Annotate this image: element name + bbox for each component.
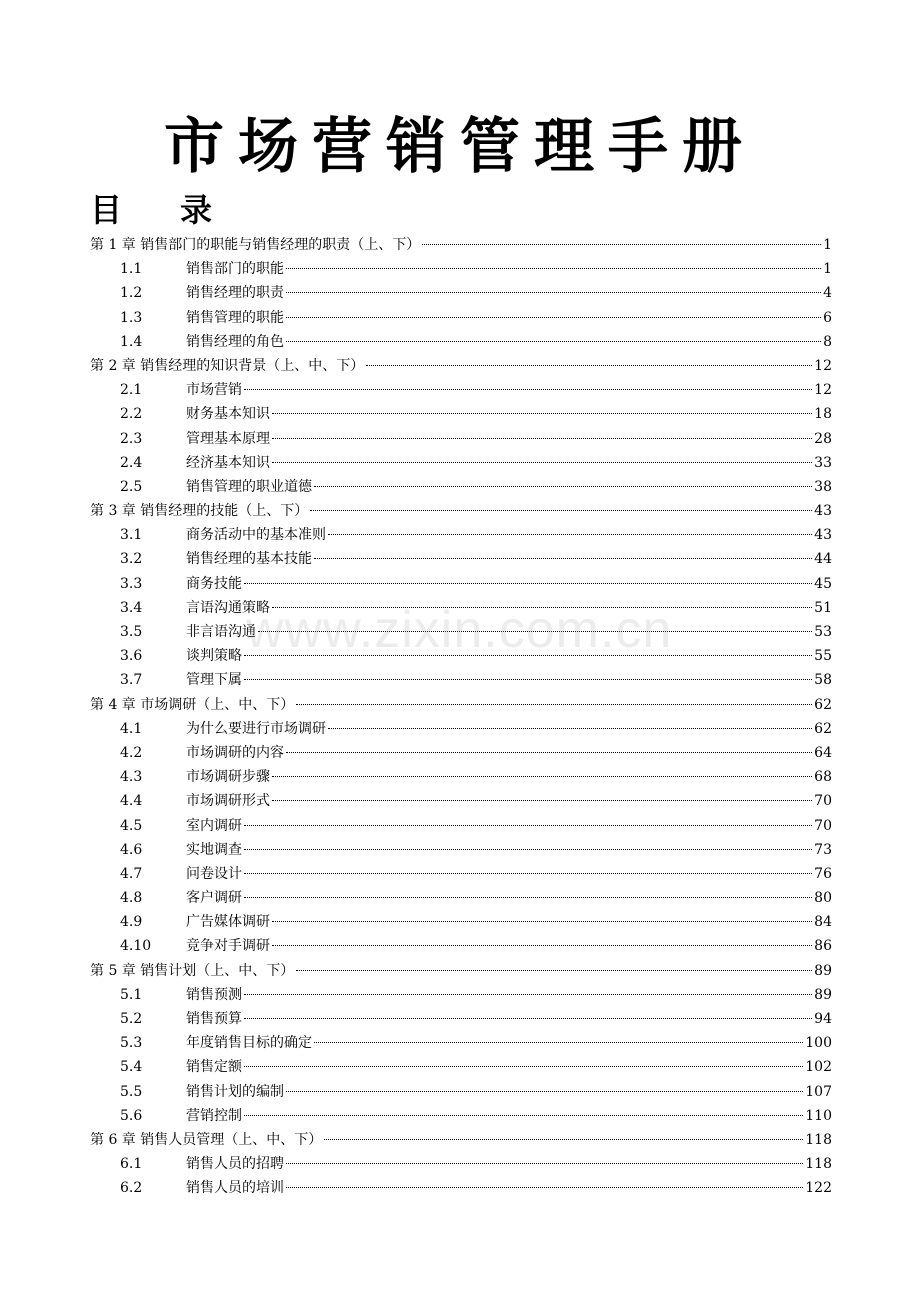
toc-page-number: 107 (805, 1083, 832, 1100)
dot-leader (244, 1018, 812, 1019)
toc-entry-label: 实地调查 (186, 841, 242, 858)
toc-section-number: 6.2 (120, 1180, 143, 1197)
dot-leader (296, 970, 812, 971)
toc-page-number: 55 (814, 648, 832, 665)
toc-page-number: 28 (814, 430, 832, 447)
dot-leader (244, 389, 812, 390)
toc-section-number: 4.5 (120, 817, 143, 834)
toc-section-entry[interactable] (90, 886, 832, 910)
toc-page-number: 70 (814, 817, 832, 834)
toc-page-number: 51 (814, 599, 832, 616)
toc-entry-label: 第 3 章 销售经理的技能（上、下） (90, 503, 309, 520)
toc-page-number: 94 (814, 1011, 832, 1027)
toc-chapter-entry[interactable] (90, 354, 832, 378)
toc-entry-label: 管理下属 (186, 672, 242, 689)
toc-section-entry[interactable] (90, 814, 832, 838)
toc-section-number: 3.3 (120, 575, 143, 592)
toc-entry-label: 销售预算 (186, 1011, 242, 1027)
toc-section-number: 4.7 (120, 865, 143, 882)
toc-page-number: 80 (814, 890, 832, 907)
toc-section-number: 3.1 (120, 527, 143, 544)
dot-leader (272, 438, 812, 439)
toc-entry-label: 销售管理的职业道德 (186, 478, 312, 495)
dot-leader (310, 510, 812, 511)
dot-leader (244, 849, 812, 850)
toc-entry-label: 市场营销 (186, 382, 242, 399)
toc-section-entry[interactable] (90, 427, 832, 451)
toc-section-entry[interactable] (90, 306, 832, 330)
toc-section-entry[interactable] (90, 765, 832, 789)
toc-entry-label: 第 6 章 销售人员管理（上、中、下） (90, 1131, 323, 1148)
toc-section-number: 4.8 (120, 890, 143, 907)
dot-leader (286, 341, 821, 342)
toc-entry-label: 销售定额 (186, 1059, 242, 1076)
toc-page-number: 44 (814, 551, 832, 568)
toc-section-number: 1.3 (120, 309, 143, 326)
toc-section-entry[interactable] (90, 741, 832, 765)
toc-page-number: 6 (823, 309, 832, 326)
toc-section-entry[interactable] (90, 475, 832, 499)
toc-page-number: 1 (823, 237, 832, 253)
toc-section-number: 2.5 (120, 478, 143, 495)
dot-leader (244, 1066, 803, 1067)
toc-page-number: 68 (814, 769, 832, 786)
dot-leader (314, 558, 812, 559)
dot-leader (244, 583, 812, 584)
toc-entry-label: 第 1 章 销售部门的职能与销售经理的职责（上、下） (90, 237, 421, 253)
toc-page-number: 118 (805, 1131, 832, 1148)
toc-entry-label: 客户调研 (186, 890, 242, 907)
toc-section-number: 3.4 (120, 599, 143, 616)
dot-leader (324, 1139, 803, 1140)
toc-section-entry[interactable] (90, 910, 832, 934)
toc-section-number: 2.4 (120, 454, 143, 471)
toc-entry-label: 财务基本知识 (186, 406, 270, 423)
toc-section-entry[interactable] (90, 789, 832, 813)
toc-section-number: 4.2 (120, 744, 143, 761)
dot-leader (286, 317, 821, 318)
toc-entry-label: 销售人员的培训 (186, 1180, 284, 1197)
toc-page-number: 38 (814, 478, 832, 495)
toc-section-entry[interactable] (90, 1055, 832, 1079)
toc-section-entry[interactable] (90, 330, 832, 354)
toc-entry-label: 年度销售目标的确定 (186, 1035, 312, 1052)
toc-chapter-entry[interactable] (90, 233, 832, 257)
toc-entry-label: 问卷设计 (186, 865, 242, 882)
toc-entry-label: 销售经理的角色 (186, 333, 284, 350)
toc-page-number: 1 (823, 261, 832, 278)
toc-section-number: 4.1 (120, 720, 143, 737)
toc-section-entry[interactable] (90, 572, 832, 596)
toc-page-number: 45 (814, 575, 832, 592)
toc-section-number: 5.6 (120, 1107, 143, 1124)
toc-entry-label: 商务技能 (186, 575, 242, 592)
toc-page-number: 110 (805, 1107, 832, 1124)
dot-leader (272, 413, 812, 414)
toc-section-entry[interactable] (90, 281, 832, 305)
toc-entry-label: 销售人员的招聘 (186, 1156, 284, 1173)
toc-page-number: 43 (814, 503, 832, 520)
toc-entry-label: 市场调研步骤 (186, 769, 270, 786)
toc-section-entry[interactable] (90, 1080, 832, 1104)
toc-section-number: 2.1 (120, 382, 143, 399)
toc-page-number: 73 (814, 841, 832, 858)
toc-section-number: 2.2 (120, 406, 143, 423)
toc-section-entry[interactable] (90, 378, 832, 402)
toc-page-number: 53 (814, 624, 832, 640)
toc-page-number: 33 (814, 454, 832, 471)
dot-leader (244, 994, 812, 995)
toc-page-number: 4 (823, 285, 832, 302)
toc-entry-label: 竞争对手调研 (186, 938, 270, 955)
toc-page-number: 89 (814, 986, 832, 1003)
toc-page-number: 122 (805, 1180, 832, 1197)
toc-section-number: 4.9 (120, 914, 143, 931)
toc-section-entry[interactable] (90, 402, 832, 426)
dot-leader (286, 292, 821, 293)
dot-leader (244, 873, 812, 874)
toc-heading-char-2: 录 (180, 191, 213, 229)
dot-leader (286, 1163, 803, 1164)
toc-entry-label: 为什么要进行市场调研 (186, 720, 326, 737)
toc-section-number: 1.4 (120, 333, 143, 350)
toc-section-number: 3.7 (120, 672, 143, 689)
toc-section-number: 5.3 (120, 1035, 143, 1052)
toc-page-number: 8 (823, 333, 832, 350)
dot-leader (244, 1115, 803, 1116)
toc-chapter-entry[interactable] (90, 499, 832, 523)
document-title: 市场营销管理手册 (164, 112, 756, 182)
dot-leader (286, 1187, 803, 1188)
toc-section-entry[interactable] (90, 838, 832, 862)
toc-page-number: 12 (814, 357, 832, 374)
dot-leader (296, 704, 812, 705)
dot-leader (328, 728, 812, 729)
toc-entry-label: 广告媒体调研 (186, 914, 270, 931)
dot-leader (422, 244, 821, 245)
toc-section-entry[interactable] (90, 1176, 832, 1200)
toc-entry-label: 销售经理的职责 (186, 285, 284, 302)
dot-leader (244, 679, 812, 680)
dot-leader (244, 897, 812, 898)
toc-page-number: 12 (814, 382, 832, 399)
dot-leader (314, 1042, 803, 1043)
toc-section-number: 2.3 (120, 430, 143, 447)
toc-entry-label: 管理基本原理 (186, 430, 270, 447)
dot-leader (286, 268, 821, 269)
dot-leader (328, 534, 812, 535)
dot-leader (272, 945, 812, 946)
toc-entry-label: 经济基本知识 (186, 454, 270, 471)
toc-section-number: 4.4 (120, 793, 143, 810)
toc-entry-label: 营销控制 (186, 1107, 242, 1124)
toc-section-entry[interactable] (90, 983, 832, 1007)
toc-page-number: 70 (814, 793, 832, 810)
toc-heading (90, 190, 212, 230)
toc-entry-label: 销售预测 (186, 986, 242, 1003)
toc-chapter-entry[interactable] (90, 1128, 832, 1152)
dot-leader (272, 921, 812, 922)
toc-page-number: 89 (814, 962, 832, 979)
toc-entry-label: 市场调研的内容 (186, 744, 284, 761)
toc-page-number: 58 (814, 672, 832, 689)
toc-section-entry[interactable] (90, 1104, 832, 1128)
toc-section-number: 3.2 (120, 551, 143, 568)
toc-page-number: 86 (814, 938, 832, 955)
toc-section-number: 5.5 (120, 1083, 143, 1100)
toc-section-entry[interactable] (90, 523, 832, 547)
toc-section-entry[interactable] (90, 717, 832, 741)
toc-section-entry[interactable] (90, 547, 832, 571)
toc-entry-label: 室内调研 (186, 817, 242, 834)
toc-entry-label: 销售管理的职能 (186, 309, 284, 326)
dot-leader (272, 776, 812, 777)
dot-leader (272, 800, 812, 801)
toc-page-number: 76 (814, 865, 832, 882)
dot-leader (286, 1091, 803, 1092)
toc-section-number: 3.6 (120, 648, 143, 665)
toc-section-number: 4.3 (120, 769, 143, 786)
dot-leader (272, 462, 812, 463)
toc-section-entry[interactable] (90, 934, 832, 958)
toc-entry-label: 言语沟通策略 (186, 599, 270, 616)
toc-page-number: 43 (814, 527, 832, 544)
watermark: www.zixin.com.cn (246, 601, 673, 659)
toc-page-number: 62 (814, 720, 832, 737)
toc-chapter-entry[interactable] (90, 959, 832, 983)
toc-entry-label: 谈判策略 (186, 648, 242, 665)
toc-page-number: 62 (814, 696, 832, 713)
toc-entry-label: 第 2 章 销售经理的知识背景（上、中、下） (90, 357, 365, 374)
table-of-contents (90, 233, 832, 1201)
toc-section-number: 5.4 (120, 1059, 143, 1076)
dot-leader (286, 752, 812, 753)
dot-leader (314, 486, 812, 487)
toc-section-number: 5.2 (120, 1011, 143, 1027)
toc-page-number: 18 (814, 406, 832, 423)
dot-leader (244, 825, 812, 826)
toc-entry-label: 商务活动中的基本准则 (186, 527, 326, 544)
toc-entry-label: 销售计划的编制 (186, 1083, 284, 1100)
toc-entry-label: 第 4 章 市场调研（上、中、下） (90, 696, 295, 713)
toc-entry-label: 市场调研形式 (186, 793, 270, 810)
dot-leader (366, 365, 812, 366)
toc-section-number: 1.1 (120, 261, 143, 278)
toc-section-entry[interactable] (90, 1152, 832, 1176)
toc-section-entry[interactable] (90, 668, 832, 692)
toc-entry-label: 销售部门的职能 (186, 261, 284, 278)
toc-section-number: 1.2 (120, 285, 143, 302)
toc-section-entry[interactable] (90, 1007, 832, 1031)
toc-chapter-entry[interactable] (90, 693, 832, 717)
toc-page-number: 64 (814, 744, 832, 761)
toc-section-number: 5.1 (120, 986, 143, 1003)
toc-page-number: 102 (805, 1059, 832, 1076)
toc-entry-label: 非言语沟通 (186, 624, 256, 640)
toc-section-entry[interactable] (90, 1031, 832, 1055)
toc-page-number: 118 (805, 1156, 832, 1173)
toc-heading-char-1: 目 (90, 191, 123, 229)
toc-section-entry[interactable] (90, 451, 832, 475)
toc-section-number: 3.5 (120, 624, 143, 640)
toc-section-number: 4.6 (120, 841, 143, 858)
toc-section-entry[interactable] (90, 862, 832, 886)
toc-section-entry[interactable] (90, 257, 832, 281)
toc-section-number: 4.10 (120, 938, 152, 955)
toc-section-number: 6.1 (120, 1156, 143, 1173)
toc-entry-label: 第 5 章 销售计划（上、中、下） (90, 962, 295, 979)
toc-entry-label: 销售经理的基本技能 (186, 551, 312, 568)
toc-page-number: 100 (805, 1035, 832, 1052)
toc-page-number: 84 (814, 914, 832, 931)
